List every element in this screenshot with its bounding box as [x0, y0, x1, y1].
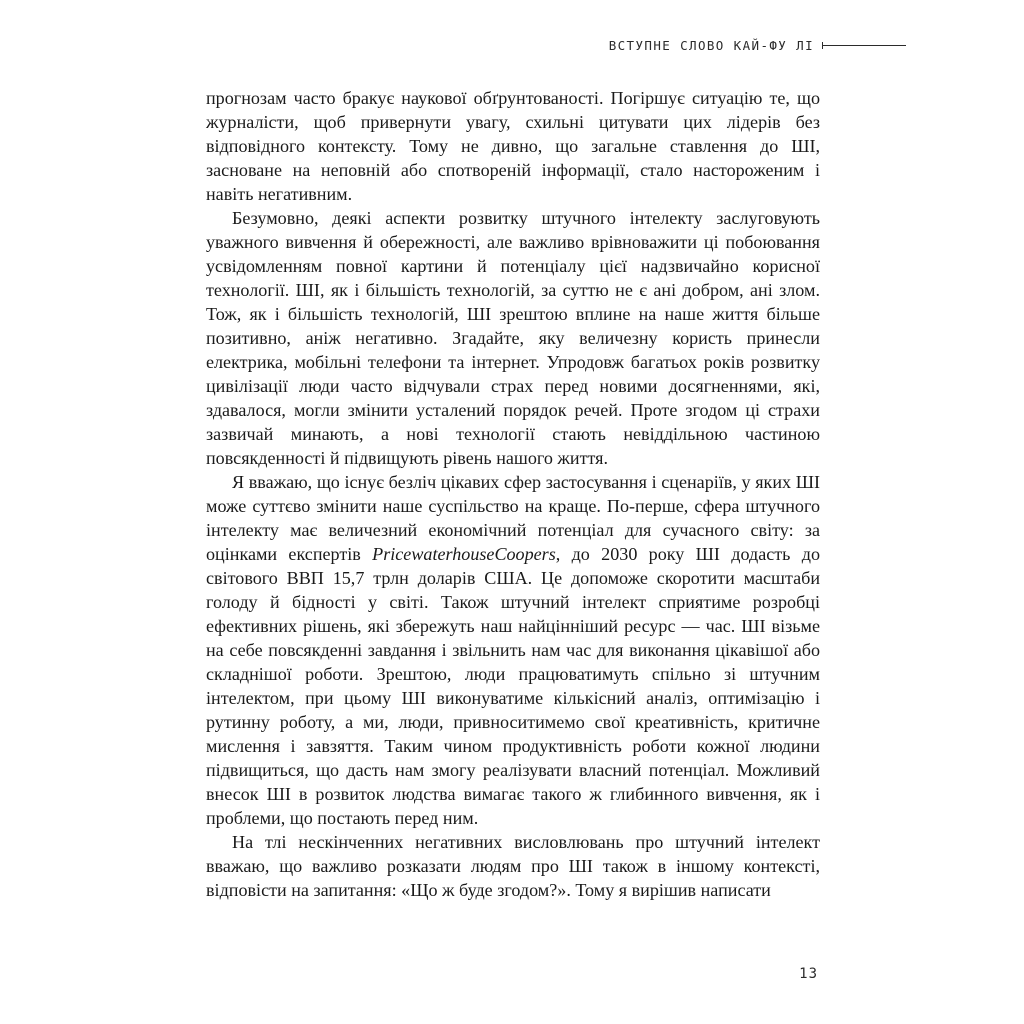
body-text [206, 86, 820, 902]
paragraph [206, 470, 820, 830]
paragraph-text: , до 2030 року ШІ додасть до світового ВВП 15,7 трлн доларів США. Це допоможе скоротити масштаби голоду й бідності у світі. Також штучний інтелект сприятиме розробці ефективних рішень, які збережуть наш найцінніший ресурс — час. ШІ візьме на себе повсякденні завдання і звільнить нам час для виконання цікавішої або складнішої роботи. Зрештою, люди працюватимуть спільно зі штучним інтелектом, при цьому ШІ виконуватиме кількісний аналіз, оптимізацію і рутинну роботу, а ми, люди, привноситимемо свої креативність, критичне мислення і завзяття. Таким чином продуктивність роботи кожної людини підвищиться, що дасть нам змогу реалізувати власний потенціал. Можливий внесок ШІ в розвиток людства вимагає такого ж глибинного вивчення, як і проблеми, що постають перед ним. [206, 544, 820, 828]
running-header-title: ВСТУПНЕ СЛОВО КАЙ-ФУ ЛІ [608, 38, 814, 53]
page-number: 13 [799, 966, 818, 982]
paragraph: Безумовно, деякі аспекти розвитку штучного інтелекту заслуговують уважного вивчення й обережності, але важливо врівноважити ці побоювання усвідомленням повної картини й потенціалу цієї надзвичайно корисної технології. ШІ, як і більшість технологій, за суттю не є ані добром, ані злом. Тож, як і більшість технологій, ШІ зрештою вплине на наше життя більше позитивно, аніж негативно. Згадайте, яку величезну користь принесли електрика, мобільні телефони та інтернет. Упродовж багатьох років розвитку цивілізації люди часто відчували страх перед новими досягненнями, які, здавалося, могли змінити усталений порядок речей. Проте згодом ці страхи зазвичай минають, а нові технології стають невіддільною частиною повсякденності й підвищують рівень нашого життя. [206, 208, 820, 468]
paragraph: На тлі нескінченних негативних висловлювань про штучний інтелект вважаю, що важливо розказати людям про ШІ також в іншому контексті, відповісти на запитання: «Що ж буде згодом?». Тому я вирішив написати [206, 832, 820, 900]
company-name-italic: PricewaterhouseCoopers [372, 544, 556, 564]
header-rule [822, 45, 906, 46]
paragraph-continued: прогнозам часто бракує наукової обґрунтованості. Погіршує ситуацію те, що журналісти, щоб привернути увагу, схильні цитувати цих лідерів без відповідного контексту. Тому не дивно, що загальне ставлення до ШІ, засноване на неповній або спотвореній інформації, стало настороженим і навіть негативним. [206, 88, 820, 204]
running-header [609, 38, 906, 53]
paragraph-text: Я вважаю, що існує безліч цікавих сфер застосування і сценаріїв, у яких ШІ може суттєво змінити наше суспільство на краще. По-перше, сфера штучного інтелекту має величезний економічний потенціал для сучасного світу: за оцінками експертів [206, 472, 820, 564]
